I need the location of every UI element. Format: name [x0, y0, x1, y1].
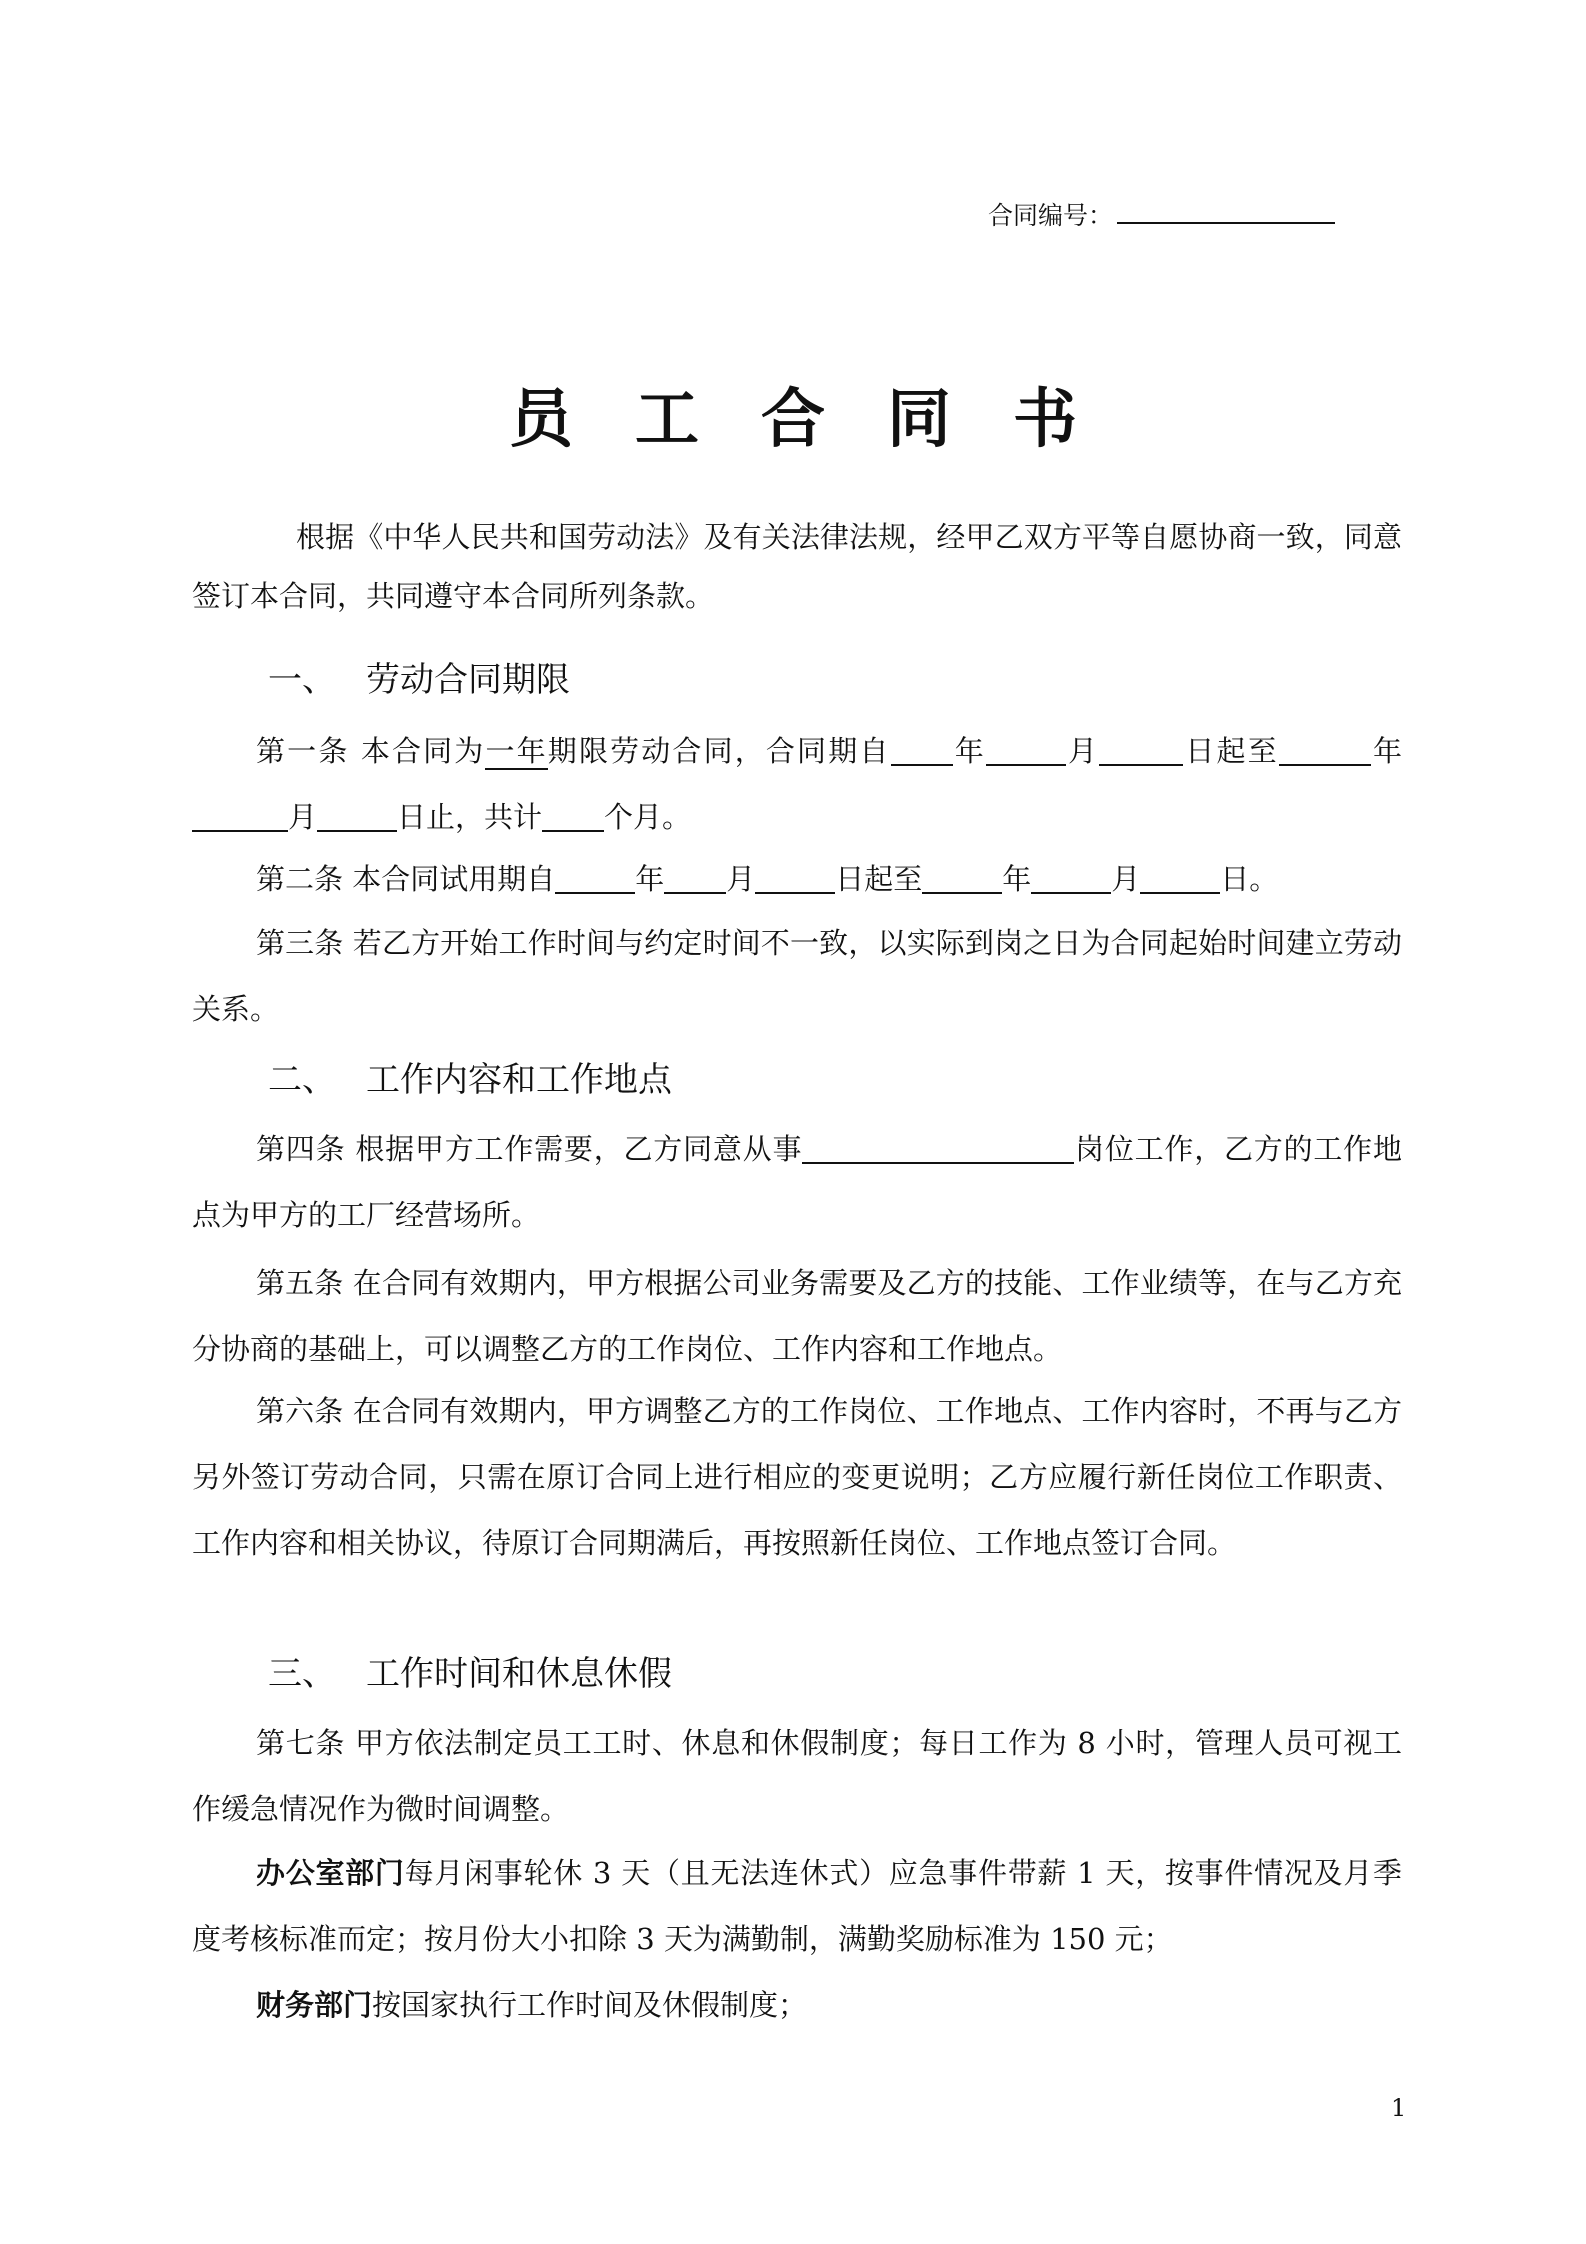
- contract-number-blank[interactable]: [1117, 198, 1335, 224]
- trial-start-year-blank[interactable]: [555, 862, 635, 894]
- page-number: 1: [1391, 2094, 1407, 2122]
- contract-number-label: 合同编号：: [988, 201, 1114, 230]
- article-2-text-c: 日。: [1220, 862, 1279, 896]
- end-year-blank[interactable]: [1279, 734, 1371, 766]
- trial-start-month-blank[interactable]: [664, 862, 726, 894]
- section-3-heading: [268, 1646, 672, 1695]
- finance-department-text: 按国家执行工作时间及休假制度；: [372, 1988, 808, 2022]
- article-5-text: 第五条 在合同有效期内，甲方根据公司业务需要及乙方的技能、工作业绩等，在与乙方充分协商的基础上，可以调整乙方的工作岗位、工作内容和工作地点。: [192, 1266, 1402, 1366]
- article-1-text-d: 日止，共计: [397, 800, 543, 834]
- start-year-blank[interactable]: [891, 734, 953, 766]
- article-2-text-b: 日起至: [835, 862, 923, 896]
- section-2-number: 二、: [268, 1060, 336, 1100]
- section-2-title: 工作内容和工作地点: [366, 1060, 672, 1100]
- office-department-label: 办公室部门: [256, 1856, 405, 1890]
- trial-end-month-blank[interactable]: [1031, 862, 1111, 894]
- article-5: [192, 1250, 1402, 1382]
- article-4-text-a: 第四条 根据甲方工作需要，乙方同意从事: [256, 1132, 803, 1166]
- finance-department-paragraph: [192, 1972, 1402, 2038]
- office-department-paragraph: [192, 1840, 1402, 1972]
- section-2-heading: [268, 1052, 672, 1101]
- finance-department-label: 财务部门: [256, 1988, 373, 2022]
- section-3-title: 工作时间和休息休假: [366, 1654, 672, 1694]
- intro-text: 根据《中华人民共和国劳动法》及有关法律法规，经甲乙双方平等自愿协商一致，同意签订本合同，共同遵守本合同所列条款。: [192, 520, 1402, 613]
- article-1-text-a: 第一条 本合同为: [256, 734, 486, 768]
- section-1-title: 劳动合同期限: [366, 660, 570, 700]
- trial-end-year-blank[interactable]: [922, 862, 1002, 894]
- article-1-month-2: 月: [288, 800, 318, 834]
- article-1: [192, 718, 1402, 850]
- start-day-blank[interactable]: [1099, 734, 1183, 766]
- article-6: [192, 1378, 1402, 1576]
- section-3-number: 三、: [268, 1654, 336, 1694]
- office-department-text: 每月闲事轮休 3 天（且无法连休式）应急事件带薪 1 天，按事件情况及月季度考核标准而定；按月份大小扣除 3 天为满勤制，满勤奖励标准为 150 元；: [192, 1856, 1402, 1956]
- article-3: [192, 910, 1402, 1042]
- article-2-month-2: 月: [1111, 862, 1141, 896]
- article-2-year-1: 年: [635, 862, 665, 896]
- total-months-blank[interactable]: [542, 800, 604, 832]
- article-6-text: 第六条 在合同有效期内，甲方调整乙方的工作岗位、工作地点、工作内容时，不再与乙方另外签订劳动合同，只需在原订合同上进行相应的变更说明；乙方应履行新任岗位工作职责、工作内容和相关协议，待原订合同期满后，再按照新任岗位、工作地点签订合同。: [192, 1394, 1402, 1560]
- end-day-blank[interactable]: [317, 800, 397, 832]
- trial-start-day-blank[interactable]: [755, 862, 835, 894]
- position-blank[interactable]: [802, 1132, 1074, 1164]
- start-month-blank[interactable]: [986, 734, 1066, 766]
- article-1-year-1: 年: [952, 734, 986, 768]
- article-7-text: 第七条 甲方依法制定员工工时、休息和休假制度；每日工作为 8 小时，管理人员可视工作缓急情况作为微时间调整。: [192, 1726, 1402, 1826]
- article-3-text: 第三条 若乙方开始工作时间与约定时间不一致，以实际到岗之日为合同起始时间建立劳动关系。: [192, 926, 1402, 1026]
- article-1-text-e: 个月。: [604, 800, 692, 834]
- article-2-year-2: 年: [1002, 862, 1032, 896]
- contract-term: 一年: [485, 734, 548, 768]
- article-2: [192, 846, 1402, 912]
- end-month-blank[interactable]: [192, 800, 288, 832]
- article-1-year-2: 年: [1370, 734, 1402, 768]
- article-1-text-b: 期限劳动合同，合同期自: [547, 734, 891, 768]
- intro-paragraph: [192, 508, 1402, 626]
- article-4-text-b: 岗位工作，乙方的工作地点为甲方的工厂经营场所。: [192, 1132, 1402, 1232]
- article-1-month-1: 月: [1065, 734, 1100, 768]
- article-2-month-1: 月: [726, 862, 756, 896]
- section-1-number: 一、: [268, 660, 336, 700]
- trial-end-day-blank[interactable]: [1140, 862, 1220, 894]
- article-4: [192, 1116, 1402, 1248]
- section-1-heading: [268, 652, 570, 701]
- contract-number: [988, 196, 1335, 232]
- article-1-text-c: 日起至: [1183, 734, 1279, 768]
- article-7: [192, 1710, 1402, 1842]
- article-2-text-a: 第二条 本合同试用期自: [256, 862, 556, 896]
- document-title: 员工合同书: [509, 383, 1139, 457]
